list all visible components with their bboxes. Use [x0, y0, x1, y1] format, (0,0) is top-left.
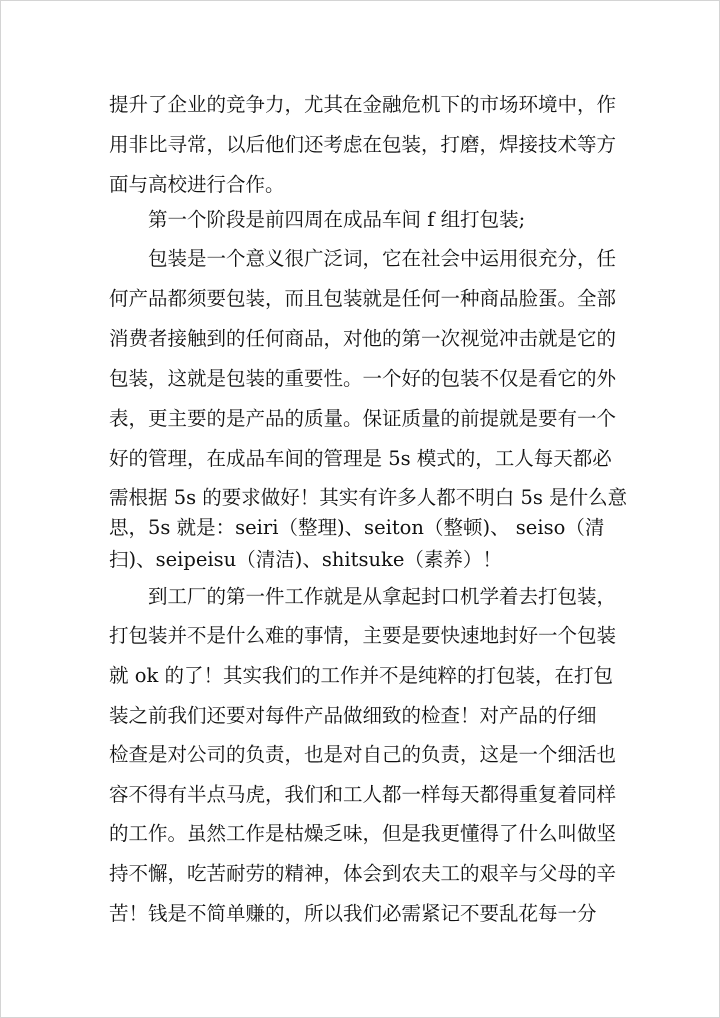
text-line-3: 面与高校进行合作。 — [109, 173, 285, 196]
text-line-16: 就 ok 的了！其实我们的工作并不是纯粹的打包装，在打包 — [109, 664, 613, 687]
text-line-1: 提升了企业的竞争力，尤其在金融危机下的市场环境中，作 — [109, 93, 617, 116]
text-line-7: 消费者接触到的任何商品，对他的第一次视觉冲击就是它的 — [109, 327, 617, 350]
text-line-10: 好的管理，在成品车间的管理是 5s 模式的，工人每天都必 — [109, 447, 612, 470]
text-line-22: 苦！钱是不简单赚的，所以我们必需紧记不要乱花每一分 — [109, 902, 597, 925]
text-line-11: 需根据 5s 的要求做好！其实有许多人都不明白 5s 是什么意 — [109, 486, 628, 509]
text-line-12: 思，5s 就是：seiri（整理)、seiton（整顿)、 seiso（清 — [109, 516, 605, 539]
text-line-8: 包装，这就是包装的重要性。一个好的包装不仅是看它的外 — [109, 367, 617, 390]
text-line-20: 的工作。虽然工作是枯燥乏味，但是我更懂得了什么叫做坚 — [109, 822, 617, 845]
text-line-4: 第一个阶段是前四周在成品车间 f 组打包装; — [148, 208, 526, 231]
text-line-6: 何产品都须要包装，而且包装就是任何一种商品脸蛋。全部 — [109, 287, 617, 310]
text-line-5: 包装是一个意义很广泛词，它在社会中运用很充分，任 — [148, 247, 617, 270]
text-line-21: 持不懈，吃苦耐劳的精神，体会到农夫工的艰辛与父母的辛 — [109, 862, 617, 885]
text-line-13: 扫)、seipeisu（清洁)、shitsuke（素养）！ — [109, 548, 502, 571]
text-line-18: 检查是对公司的负责，也是对自己的负责，这是一个细活也 — [109, 743, 617, 766]
text-line-19: 容不得有半点马虎，我们和工人都一样每天都得重复着同样 — [109, 783, 617, 806]
text-line-2: 用非比寻常，以后他们还考虑在包装，打磨，焊接技术等方 — [109, 133, 617, 156]
text-line-15: 打包装并不是什么难的事情，主要是要快速地封好一个包装 — [109, 624, 617, 647]
text-line-17: 装之前我们还要对每件产品做细致的检查！对产品的仔细 — [109, 704, 597, 727]
text-line-9: 表，更主要的是产品的质量。保证质量的前提就是要有一个 — [109, 407, 617, 430]
text-line-14: 到工厂的第一件工作就是从拿起封口机学着去打包装， — [148, 585, 617, 608]
